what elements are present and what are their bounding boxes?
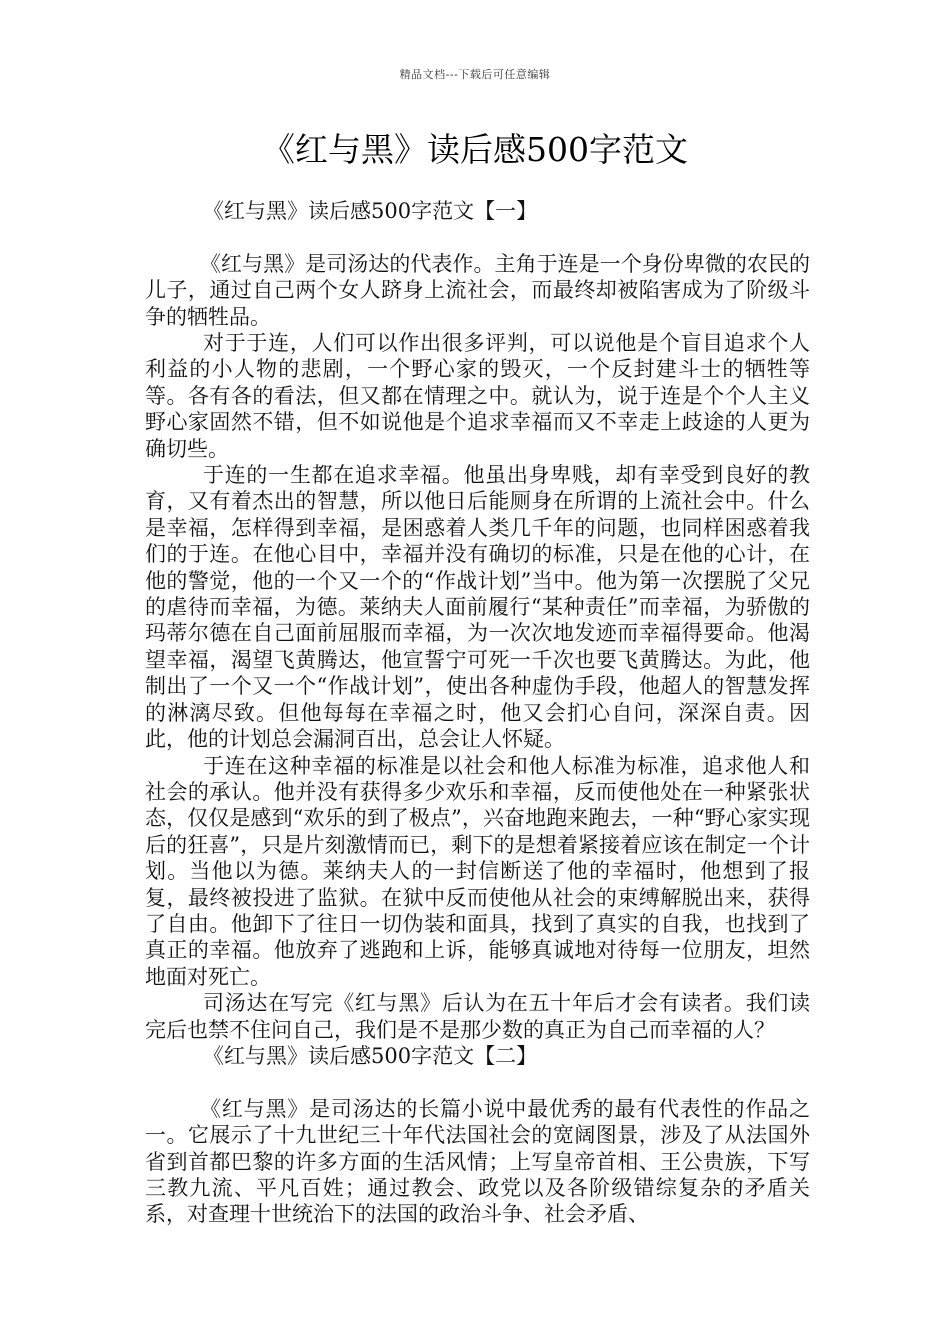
section-heading-2: 《红与黑》读后感500字范文【二】 (203, 1043, 538, 1068)
spacer (145, 1069, 810, 1095)
paragraph: 对于于连，人们可以作出很多评判，可以说他是个盲目追求个人利益的小人物的悲剧，一个野心家的毁灭，一个反封建斗士的牺牲等等。各有各的看法，但又都在情理之中。就认为，说于连是个个人主义野心家固然不错，但不如说他是个追求幸福而又不幸走上歧途的人更为确切些。 (145, 331, 810, 461)
section-heading-1: 《红与黑》读后感500字范文【一】 (203, 199, 538, 223)
spacer (145, 224, 810, 250)
paragraph: 司汤达在写完《红与黑》后认为在五十年后才会有读者。我们读完后也禁不住问自己，我们是不是那少数的真正为自己而幸福的人？ (145, 991, 810, 1042)
document-body (145, 198, 810, 1228)
paragraph: 于连的一生都在追求幸福。他虽出身卑贱，却有幸受到良好的教育，又有着杰出的智慧，所以他日后能厕身在所谓的上流社会中。什么是幸福，怎样得到幸福，是困惑着人类几千年的问题，也同样困惑着我们的于连。在他心目中，幸福并没有确切的标准，只是在他的心计，在他的警觉，他的一个又一个的“作战计划”当中。他为第一次摆脱了父兄的虐待而幸福，为德。莱纳夫人面前履行“某种责任”而幸福，为骄傲的玛蒂尔德在自己面前屈服而幸福，为一次次地发迹而幸福得要命。他渴望幸福，渴望飞黄腾达，他宣誓宁可死一千次也要飞黄腾达。为此，他制出了一个又一个“作战计划”，使出各种虚伪手段，他超人的智慧发挥的淋漓尽致。但他每每在幸福之时，他又会扪心自问，深深自责。因此，他的计划总会漏洞百出，总会让人怀疑。 (145, 463, 810, 752)
paragraph: 于连在这种幸福的标准是以社会和他人标准为标准，追求他人和社会的承认。他并没有获得多少欢乐和幸福，反而使他处在一种紧张状态，仅仅是感到“欢乐的到了极点”，兴奋地跑来跑去，一种“野心家实现后的狂喜”，只是片刻激情而已，剩下的是想着紧接着应该在制定一个计划。当他以为德。莱纳夫人的一封信断送了他的幸福时，他想到了报复，最终被投进了监狱。在狱中反而使他从社会的束缚解脱出来，获得了自由。他卸下了往日一切伪装和面具，找到了真实的自我，也找到了真正的幸福。他放弃了逃跑和上诉，能够真诚地对待每一位朋友，坦然地面对死亡。 (145, 753, 810, 989)
header-note: 精品文档---下载后可任意编辑 (399, 68, 551, 81)
document-title: 《红与黑》读后感500字范文 (262, 130, 688, 169)
paragraph: 《红与黑》是司汤达的长篇小说中最优秀的最有代表性的作品之一。它展示了十九世纪三十年代法国社会的宽阔图景，涉及了从法国外省到首都巴黎的许多方面的生活风情；上写皇帝首相、王公贵族，下写三教九流、平凡百姓；通过教会、政党以及各阶级错综复杂的矛盾关系，对查理十世统治下的法国的政治斗争、社会矛盾、 (145, 1096, 810, 1227)
paragraph: 《红与黑》是司汤达的代表作。主角于连是一个身份卑微的农民的儿子，通过自己两个女人跻身上流社会，而最终却被陷害成为了阶级斗争的牺牲品。 (145, 251, 810, 329)
